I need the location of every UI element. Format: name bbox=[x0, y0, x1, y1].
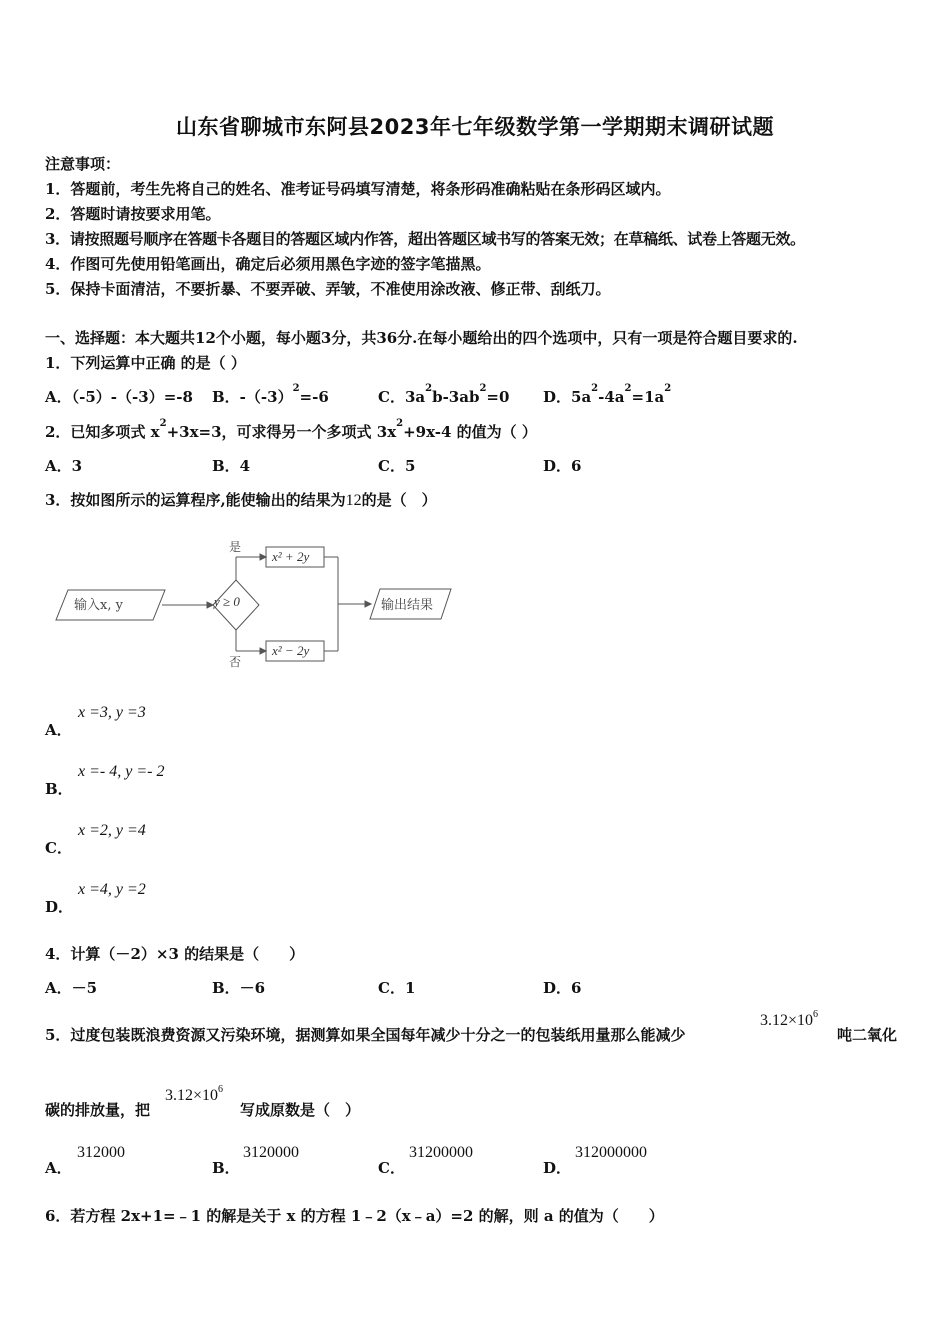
q4-option-d: D．6 bbox=[543, 979, 582, 997]
question-6-stem: 6．若方程 2x+1=﹣1 的解是关于 x 的方程 1﹣2（x﹣a）=2 的解，则 a 的值为（ ） bbox=[45, 1207, 664, 1225]
q3-option-d: x =4, y =2 bbox=[78, 881, 146, 898]
q5-option-d-label: D． bbox=[543, 1159, 572, 1177]
q5-option-b-label: B． bbox=[212, 1159, 240, 1177]
flow-input-label: 输入x, y bbox=[74, 598, 123, 613]
q1-option-d: D．$5a^2-4a^2=1a^2$ bbox=[543, 383, 672, 406]
q3-option-c: x =2, y =4 bbox=[78, 822, 146, 839]
notice-heading: 注意事项： bbox=[45, 155, 121, 173]
q5-option-b: 3120000 bbox=[243, 1144, 299, 1161]
q2-option-a: A．3 bbox=[45, 457, 83, 475]
q1-option-b: B．$-(-3)^2=-6$ bbox=[212, 383, 329, 406]
q4-option-a: A．－5 bbox=[45, 979, 98, 997]
notice-item: 3．请按照题号顺序在答题卡各题目的答题区域内作答，超出答题区域书写的答案无效；在草稿纸、试卷上答题无效。 bbox=[45, 230, 805, 248]
q5-option-c: 31200000 bbox=[409, 1144, 473, 1161]
question-5-stem: 5．过度包装既浪费资源又污染环境，据测算如果全国每年减少十分之一的包装纸用量那么能减少 bbox=[45, 1026, 686, 1044]
q3-option-a: x =3, y =3 bbox=[78, 704, 146, 721]
notice-item: 1．答题前，考生先将自己的姓名、准考证号码填写清楚，将条形码准确粘贴在条形码区域内。 bbox=[45, 180, 671, 198]
q3-option-a-label: A． bbox=[45, 721, 72, 739]
flow-expr-no: x² − 2y bbox=[272, 643, 310, 658]
q5-option-a-label: A． bbox=[45, 1159, 72, 1177]
q5-option-d: 312000000 bbox=[575, 1144, 647, 1161]
notice-item: 5．保持卡面清洁，不要折暴、不要弄破、弄皱，不准使用涂改液、修正带、刮纸刀。 bbox=[45, 280, 611, 298]
q4-option-c: C．1 bbox=[378, 979, 416, 997]
flow-expr-yes: x² + 2y bbox=[272, 549, 310, 564]
q1-option-c: C．$3a^2b-3ab^2=0$ bbox=[378, 383, 510, 406]
page-title: 山东省聊城市东阿县2023年七年级数学第一学期期末调研试题 bbox=[176, 115, 774, 139]
flow-output-label: 输出结果 bbox=[381, 598, 434, 613]
q5-number: $3.12\times 10^6$ bbox=[760, 1009, 819, 1029]
q5-option-a: 312000 bbox=[77, 1144, 125, 1161]
notice-item: 4．作图可先使用铅笔画出，确定后必须用黑色字迹的签字笔描黑。 bbox=[45, 255, 491, 273]
notice-item: 2．答题时请按要求用笔。 bbox=[45, 205, 221, 223]
question-4-stem: 4．计算（－2）×3 的结果是（ ） bbox=[45, 945, 305, 963]
question-1-stem: 1．下列运算中正确 的是（ ） bbox=[45, 354, 246, 372]
q4-option-b: B．－6 bbox=[212, 979, 266, 997]
q2-option-b: B．4 bbox=[212, 457, 251, 475]
question-3-stem: 3．按如图所示的运算程序,能使输出的结果为12的是（ ） bbox=[45, 491, 437, 509]
q2-option-c: C．5 bbox=[378, 457, 416, 475]
question-5-stem-end: 吨二氧化 bbox=[837, 1026, 898, 1044]
flow-condition-label: y ≥ 0 bbox=[214, 594, 240, 609]
question-5-line2: 碳的排放量，把 bbox=[45, 1101, 151, 1119]
flow-yes-label: 是 bbox=[229, 540, 242, 554]
q3-option-d-label: D． bbox=[45, 898, 74, 916]
flow-no-label: 否 bbox=[229, 655, 242, 669]
q2-option-d: D．6 bbox=[543, 457, 582, 475]
section-heading: 一、选择题：本大题共12个小题，每小题3分，共36分.在每小题给出的四个选项中，只有一项是符合题目要求的. bbox=[45, 329, 798, 347]
q1-option-a: A．（-5）-（-3）=-8 bbox=[45, 388, 193, 406]
question-5-line2-end: 写成原数是（ ） bbox=[240, 1101, 361, 1119]
q5-number-2: $3.12\times 10^6$ bbox=[165, 1084, 224, 1104]
q5-option-c-label: C． bbox=[378, 1159, 405, 1177]
question-2-stem: 2．已知多项式 $x^2+3x=3$，可求得另一个多项式 $3x^2+9x-4$ 的值为（ ） bbox=[45, 418, 537, 441]
q3-option-b-label: B． bbox=[45, 780, 73, 798]
flow-arrow-head bbox=[207, 602, 213, 608]
q3-option-b: x =- 4, y =- 2 bbox=[78, 763, 165, 780]
q3-option-c-label: C． bbox=[45, 839, 72, 857]
